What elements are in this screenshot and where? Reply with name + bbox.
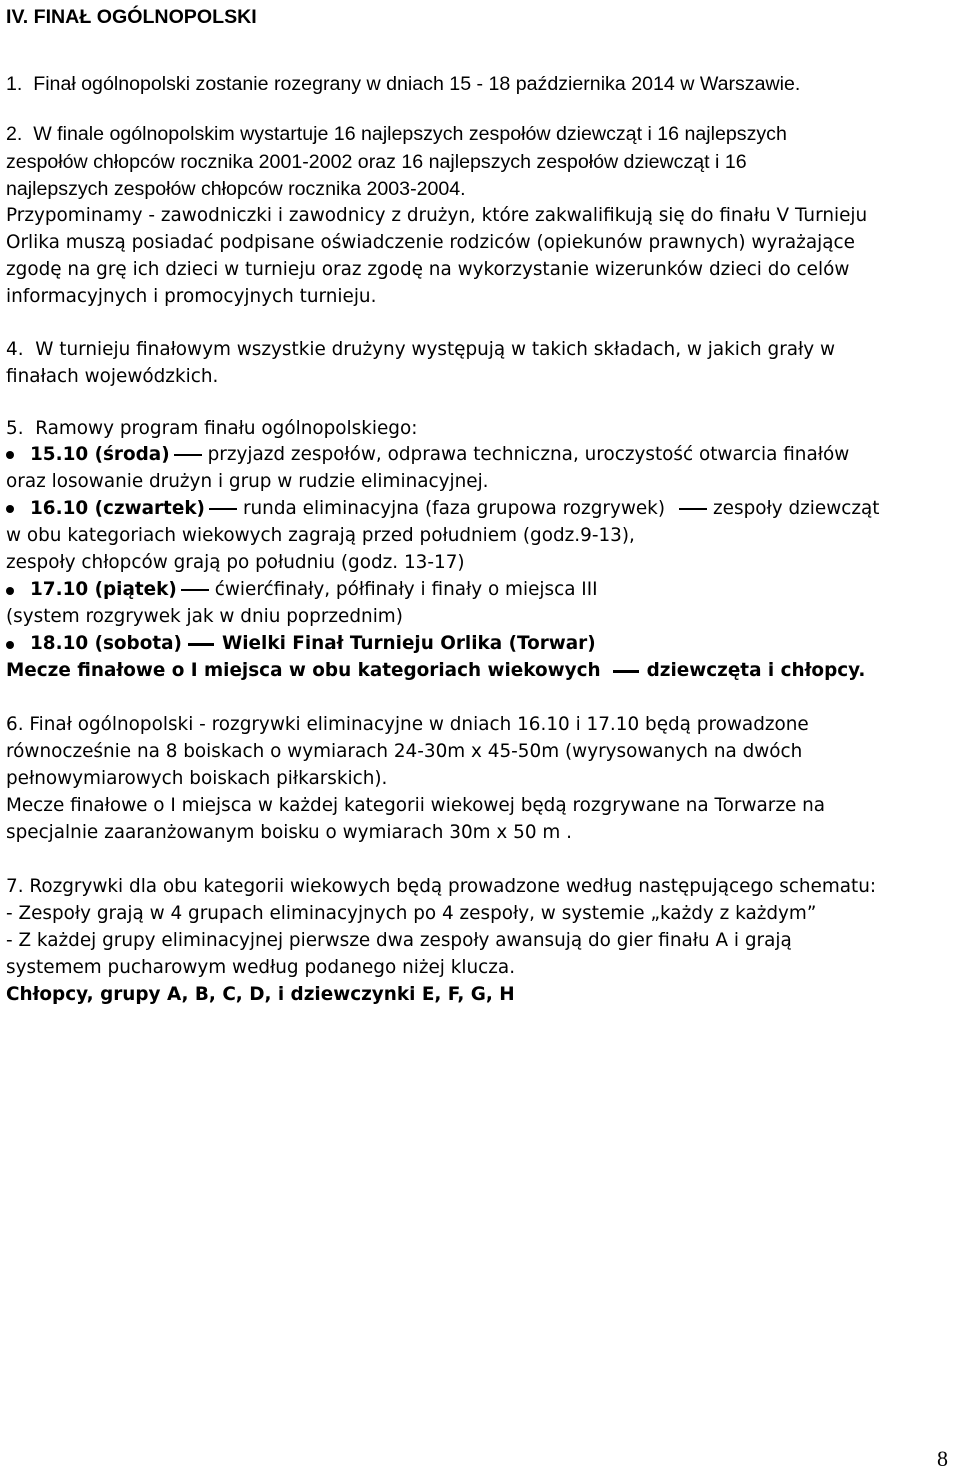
schedule-desc-1: przyjazd zespołów, odprawa techniczna, uroczystość otwarcia finałów [207,444,850,465]
paragraph-4-line-2: finałach wojewódzkich. [6,366,219,387]
schedule-item-1-cont: oraz losowanie drużyn i grup w rudzie eliminacyjnej. [6,471,489,492]
schedule-desc-3: ćwierćfinały, półfinały i finały o miejsca III [214,579,598,600]
schedule-day-3: 17.10 (piątek) [30,579,177,600]
paragraph-7-line-3: - Z każdej grupy eliminacyjnej pierwsze dwa zespoły awansują do gier finału A i grają [6,930,792,951]
schedule-item-1 [30,444,849,466]
bullet-1 [6,451,14,459]
paragraph-2-line-1 [6,123,787,145]
bullet-2 [6,505,14,513]
paragraph-4-line-1 [6,339,835,361]
paragraph-3-line-1: Przypominamy - zawodniczki i zawodnicy z drużyn, które zakwalifikują się do finału V Turnieju [6,205,868,226]
schedule-day-4: 18.10 (sobota) [30,633,182,654]
paragraph-3-line-4: informacyjnych i promocyjnych turnieju. [6,286,377,307]
schedule-day-1: 15.10 (środa) [30,444,170,465]
bullet-4 [6,641,14,649]
schedule-item-2 [30,498,879,520]
paragraph-5-title-text: Ramowy program finału ogólnopolskiego: [35,418,418,439]
final-matches-line [6,660,865,682]
paragraph-6-line-3: pełnowymiarowych boiskach piłkarskich). [6,768,388,789]
dash-4 [188,643,214,646]
paragraph-7-line-1: 7. Rozgrywki dla obu kategorii wiekowych będą prowadzone według następującego schematu: [6,876,877,897]
dash-2a [209,508,237,510]
page-number: 8 [937,1446,948,1471]
schedule-day-2: 16.10 (czwartek) [30,498,205,519]
paragraph-2-text: W finale ogólnopolskim wystartuje 16 najlepszych zespołów dziewcząt i 16 najlepszych [33,123,787,145]
dash-5 [613,670,639,673]
paragraph-5-number: 5. [6,418,24,439]
paragraph-1-text: Finał ogólnopolski zostanie rozegrany w dniach 15 - 18 października 2014 w Warszawie. [33,73,801,95]
schedule-item-2-cont-1: w obu kategoriach wiekowych zagrają przed południem (godz.9-13), [6,525,635,546]
schedule-desc-2: runda eliminacyjna (faza grupowa rozgrywek) [242,498,666,519]
paragraph-2-line-2: zespołów chłopców rocznika 2001-2002 oraz 16 najlepszych zespołów dziewcząt i 16 [6,151,747,173]
groups-line: Chłopcy, grupy A, B, C, D, i dziewczynki E, F, G, H [6,984,515,1005]
schedule-item-3-cont: (system rozgrywek jak w dniu poprzednim) [6,606,403,627]
paragraph-1-number: 1. [6,73,23,95]
paragraph-3-line-2: Orlika muszą posiadać podpisane oświadczenie rodziców (opiekunów prawnych) wyrażające [6,232,855,253]
final-matches-who: dziewczęta i chłopcy. [646,660,866,681]
schedule-item-3 [30,579,598,601]
paragraph-7-line-2: - Zespoły grają w 4 grupach eliminacyjnych po 4 zespoły, w systemie „każdy z każdym” [6,903,817,924]
schedule-desc-2b: zespoły dziewcząt [713,498,880,519]
paragraph-2-number: 2. [6,123,23,145]
dash-3 [181,589,209,591]
paragraph-7-line-4: systemem pucharowym według podanego niżej klucza. [6,957,516,978]
paragraph-6-line-2: równocześnie na 8 boiskach o wymiarach 24-30m x 45-50m (wyrysowanych na dwóch [6,741,803,762]
schedule-item-2-cont-2: zespoły chłopców grają po południu (godz. 13-17) [6,552,465,573]
section-heading: IV. FINAŁ OGÓLNOPOLSKI [6,6,257,28]
paragraph-6-line-4: Mecze finałowe o I miejsca w każdej kategorii wiekowej będą rozgrywane na Torwarze na [6,795,826,816]
dash-2b [679,508,707,510]
bullet-3 [6,587,14,595]
final-matches-text: Mecze finałowe o I miejsca w obu kategoriach wiekowych [6,660,601,681]
paragraph-6-line-1: 6. Finał ogólnopolski - rozgrywki eliminacyjne w dniach 16.10 i 17.10 będą prowadzone [6,714,809,735]
paragraph-4-number: 4. [6,339,24,360]
paragraph-3-line-3: zgodę na grę ich dzieci w turnieju oraz zgodę na wykorzystanie wizerunków dzieci do celów [6,259,850,280]
paragraph-6-line-5: specjalnie zaaranżowanym boisku o wymiarach 30m x 50 m . [6,822,572,843]
paragraph-2-line-3: najlepszych zespołów chłopców rocznika 2003-2004. [6,178,466,200]
paragraph-4-text: W turnieju finałowym wszystkie drużyny występują w takich składach, w jakich grały w [35,339,836,360]
schedule-desc-4: Wielki Finał Turnieju Orlika (Torwar) [221,633,596,654]
paragraph-1 [6,73,800,95]
schedule-item-4 [30,633,596,655]
paragraph-5-title [6,418,417,440]
dash-1 [174,454,202,456]
